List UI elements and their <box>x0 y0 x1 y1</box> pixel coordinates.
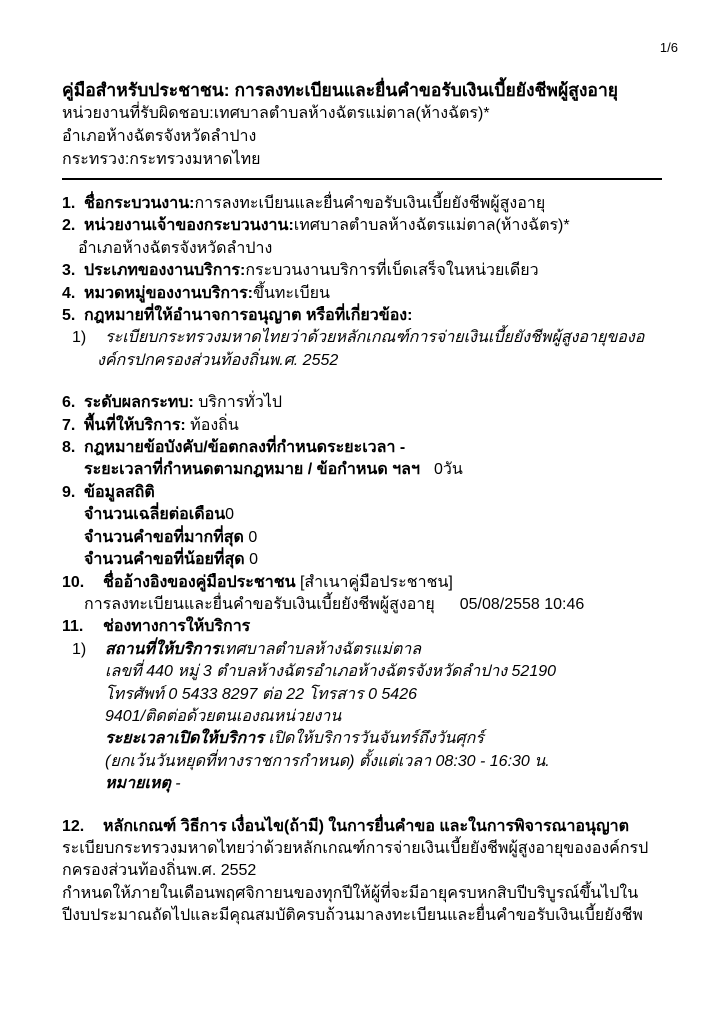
item-label: ข้อมูลสถิติ <box>84 483 155 501</box>
law-reference-text: ระเบียบกระทรวงมหาดไทยว่าด้วยหลักเกณฑ์การจ่ายเงินเบี้ยยังชีพผู้สูงอายุของอ <box>105 329 645 347</box>
item-10-reference-value <box>62 594 662 616</box>
item-label: ช่องทางการให้บริการ <box>103 618 251 636</box>
item-number: 7. <box>62 416 76 434</box>
stat-value: 0 <box>225 506 235 524</box>
item-label: หลักเกณฑ์ วิธีการ เงื่อนไข(ถ้ามี) ในการยื่นคำขอ และในการพิจารณาอนุญาต <box>103 817 629 835</box>
item-11-address-line3 <box>62 706 662 728</box>
item-label: พื้นที่ให้บริการ: <box>84 416 186 434</box>
item-9-stat-min <box>62 549 662 571</box>
reference-timestamp: 05/08/2558 10:46 <box>459 595 585 613</box>
item-11-address-line1 <box>62 661 662 683</box>
item-value: เทศบาลตำบลห้างฉัตรแม่ตาล(ห้างฉัตร)* <box>293 217 570 235</box>
stat-value: 0 <box>243 528 258 546</box>
phone-fax-text: โทรศัพท์ 0 5433 8297 ต่อ 22 โทรสาร 0 5426 <box>105 685 417 703</box>
item-11-service-channels <box>62 616 662 638</box>
item-number: 8. <box>62 439 76 457</box>
item-12-paragraph-3 <box>62 883 662 905</box>
location-value: เทศบาลตำบลห้างฉัตรแม่ตาล <box>219 640 422 658</box>
item-number: 9. <box>62 483 76 501</box>
document-content <box>62 78 662 928</box>
item-value: อำเภอห้างฉัตรจังหวัดลำปาง <box>78 239 273 257</box>
stat-label: จำนวนเฉลี่ยต่อเดือน <box>84 506 226 524</box>
document-title: คู่มือสำหรับประชาชน: การลงทะเบียนและยื่นคำขอรับเงินเบี้ยยังชีพผู้สูงอายุ <box>62 80 619 100</box>
hours-value: เปิดให้บริการวันจันทร์ถึงวันศุกร์ <box>263 730 484 748</box>
item-label: ชื่อกระบวนงาน: <box>84 195 195 212</box>
item-10-reference-name <box>62 572 662 594</box>
item-6-impact-level <box>62 392 662 414</box>
item-8-time-limit-duration <box>62 459 662 481</box>
item-8-time-limit-law <box>62 437 662 459</box>
item-7-service-area <box>62 415 662 437</box>
item-9-stat-max <box>62 527 662 549</box>
item-label: กฎหมายข้อบังคับ/ข้อตกลงที่กำหนดระยะเวลา - <box>84 439 406 457</box>
blank-line <box>62 372 662 392</box>
item-3-service-type <box>62 260 662 282</box>
paragraph-text: กครองส่วนท้องถิ่นพ.ศ. 2552 <box>62 862 257 880</box>
item-number: 6. <box>62 394 76 412</box>
item-4-service-category <box>62 283 662 305</box>
sub-item-number: 1) <box>72 640 87 658</box>
hours-exception-text: (ยกเว้นวันหยุดที่ทางราชการกำหนด) ตั้งแต่เวลา 08:30 - 16:30 น. <box>105 752 550 770</box>
item-1-process-name <box>62 193 662 215</box>
item-5-law-reference-line2 <box>62 350 662 372</box>
item-11-address-line2 <box>62 684 662 706</box>
paragraph-text: ระเบียบกระทรวงมหาดไทยว่าด้วยหลักเกณฑ์การจ่ายเงินเบี้ยยังชีพผู้สูงอายุขององค์กรป <box>62 839 649 857</box>
item-2-owner-agency-cont <box>62 238 662 260</box>
reference-title: การลงทะเบียนและยื่นคำขอรับเงินเบี้ยยังชีพผู้สูงอายุ <box>84 595 435 613</box>
item-value: กระบวนงานบริการที่เบ็ดเสร็จในหน่วยเดียว <box>245 262 539 280</box>
district-line: อำเภอห้างฉัตรจังหวัดลำปาง <box>62 128 257 145</box>
item-number: 2. <box>62 217 76 235</box>
item-12-criteria-heading <box>62 816 662 838</box>
item-9-statistics <box>62 482 662 504</box>
item-label: หน่วยงานเจ้าของกระบวนงาน: <box>84 217 294 235</box>
sub-item-number: 1) <box>72 329 87 347</box>
item-12-paragraph-2 <box>62 860 662 882</box>
responsible-agency-line: หน่วยงานที่รับผิดชอบ:เทศบาลตำบลห้างฉัตรแม่ตาล(ห้างฉัตร)* <box>62 105 490 122</box>
blank-line <box>62 796 662 816</box>
item-label: หมวดหมู่ของงานบริการ: <box>84 284 253 302</box>
stat-label: จำนวนคำขอที่มากที่สุด <box>84 528 244 546</box>
page-number: 1/6 <box>659 40 678 55</box>
item-12-paragraph-1 <box>62 838 662 860</box>
item-number: 11. <box>62 618 84 636</box>
item-number: 4. <box>62 284 76 302</box>
stat-label: จำนวนคำขอที่น้อยที่สุด <box>84 551 245 569</box>
item-number: 1. <box>62 195 76 212</box>
law-reference-text: งค์กรปกครองส่วนท้องถิ่นพ.ศ. 2552 <box>97 351 339 369</box>
item-bracket: [สำเนาคู่มือประชาชน] <box>295 573 453 591</box>
item-number: 10. <box>62 573 85 591</box>
item-number: 5. <box>62 307 76 325</box>
item-value: 0วัน <box>433 461 463 479</box>
item-11-service-hours-line2 <box>62 751 662 773</box>
item-label: ระดับผลกระทบ: <box>84 394 194 412</box>
item-value: บริการทั่วไป <box>193 394 283 412</box>
item-5-related-laws <box>62 305 662 327</box>
item-label: ระยะเวลาที่กำหนดตามกฎหมาย / ข้อกำหนด ฯลฯ <box>84 461 420 479</box>
hours-label: ระยะเวลาเปิดให้บริการ <box>105 730 264 748</box>
item-2-owner-agency <box>62 215 662 237</box>
item-label: กฎหมายที่ให้อำนาจการอนุญาต หรือที่เกี่ยวข้อง: <box>84 307 413 325</box>
paragraph-text: กำหนดให้ภายในเดือนพฤศจิกายนของทุกปีให้ผู้ที่จะมีอายุครบหกสิบปีบริบูรณ์ขึ้นไปใน <box>62 884 639 902</box>
ministry-line: กระทรวง:กระทรวงมหาดไทย <box>62 151 261 168</box>
item-number: 12. <box>62 817 85 835</box>
item-9-stat-average <box>62 504 662 526</box>
paragraph-text: ปีงบประมาณถัดไปและมีคุณสมบัติครบถ้วนมาลงทะเบียนและยื่นคำขอรับเงินเบี้ยยังชีพ <box>62 907 643 925</box>
item-12-paragraph-4 <box>62 905 662 927</box>
item-value: ท้องถิ่น <box>185 416 239 434</box>
stat-value: 0 <box>244 551 258 569</box>
item-value: การลงทะเบียนและยื่นคำขอรับเงินเบี้ยยังชีพผู้สูงอายุ <box>194 195 546 212</box>
item-5-law-reference-line1 <box>62 327 662 349</box>
contact-text: 9401/ติดต่อด้วยตนเองณหน่วยงาน <box>105 707 342 725</box>
header-divider <box>62 178 662 180</box>
address-text: เลขที่ 440 หมู่ 3 ตำบลห้างฉัตรอำเภอห้างฉัตรจังหวัดลำปาง 52190 <box>105 663 557 681</box>
note-label: หมายเหตุ <box>105 775 171 793</box>
note-value: - <box>170 775 181 793</box>
location-label: สถานที่ให้บริการ <box>105 640 220 658</box>
item-label: ประเภทของงานบริการ: <box>84 262 246 280</box>
item-number: 3. <box>62 262 76 280</box>
item-11-note <box>62 773 662 795</box>
item-label: ชื่ออ้างอิงของคู่มือประชาชน <box>103 573 296 591</box>
item-11-service-hours <box>62 728 662 750</box>
item-value: ขึ้นทะเบียน <box>253 284 330 302</box>
item-11-service-location <box>62 639 662 661</box>
